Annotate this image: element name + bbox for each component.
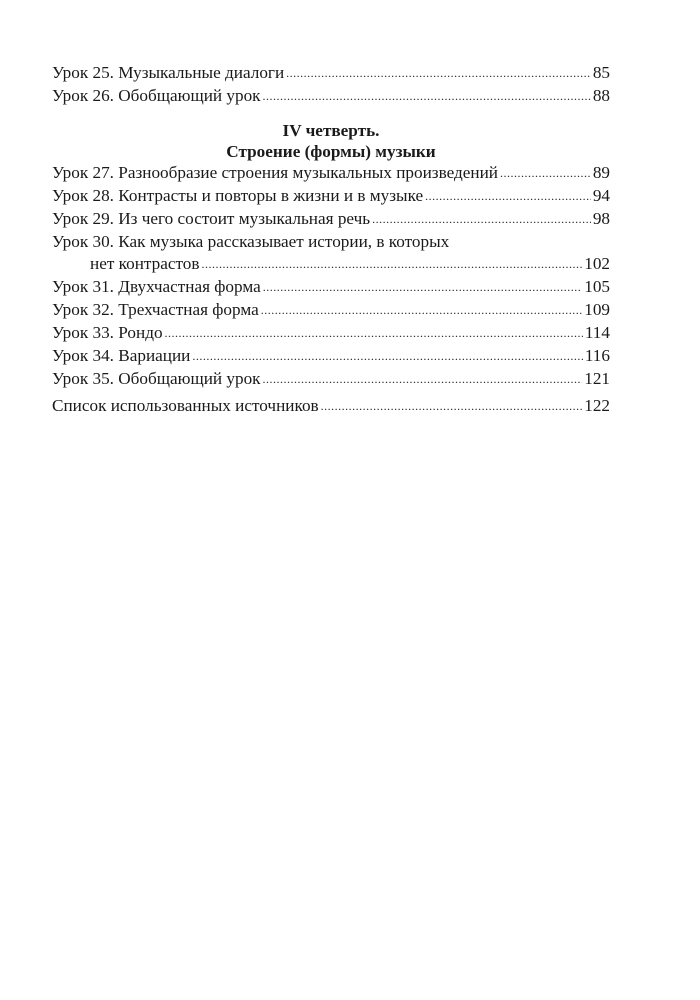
dot-leader [201, 253, 582, 275]
toc-entry-lesson-35[interactable] [52, 368, 610, 391]
toc-entry-page: 121 [584, 369, 610, 388]
toc-entry-title: Урок 33. Рондо [52, 323, 163, 342]
toc-entry-title: Урок 28. Контрасты и повторы в жизни и в музыке [52, 186, 424, 205]
toc-entry-page: 88 [592, 86, 610, 105]
toc-entry-page: 105 [584, 277, 610, 296]
section-header [52, 120, 610, 162]
toc-entry-lesson-33[interactable] [52, 322, 610, 345]
section-quarter-heading: IV четверть. [282, 121, 380, 140]
section-subtitle-heading: Строение (формы) музыки [226, 142, 436, 161]
toc-entry-page: 109 [584, 300, 610, 319]
toc-entry-lesson-29[interactable] [52, 208, 610, 231]
dot-leader [192, 345, 582, 367]
toc-entry-lesson-31[interactable] [52, 276, 610, 299]
toc-entry-title: Список использованных источников [52, 396, 319, 415]
toc-entry-title: Урок 29. Из чего состоит музыкальная речь [52, 209, 371, 228]
dot-leader [321, 395, 583, 417]
toc-entry-page: 89 [592, 163, 610, 182]
toc-entry-title: Урок 27. Разнообразие строения музыкальных произведений [52, 163, 498, 182]
table-of-contents [52, 62, 610, 418]
toc-entry-lesson-25[interactable] [52, 62, 610, 85]
toc-entry-title: Урок 32. Трехчастная форма [52, 300, 259, 319]
toc-entry-page: 114 [584, 323, 610, 342]
dot-leader [425, 185, 591, 207]
toc-entry-page: 94 [592, 186, 610, 205]
dot-leader [286, 62, 591, 84]
toc-entry-page: 122 [584, 396, 610, 415]
toc-entry-page: 85 [592, 63, 610, 82]
dot-leader [261, 299, 582, 321]
dot-leader [372, 208, 591, 230]
dot-leader [263, 368, 583, 390]
dot-leader [500, 162, 591, 184]
dot-leader [165, 322, 583, 344]
toc-entry-lesson-30[interactable] [52, 231, 610, 276]
toc-entry-title: Урок 35. Обобщающий урок [52, 369, 261, 388]
dot-leader [263, 276, 582, 298]
toc-entry-lesson-34[interactable] [52, 345, 610, 368]
toc-entry-lesson-28[interactable] [52, 185, 610, 208]
toc-entry-lesson-26[interactable] [52, 85, 610, 108]
dot-leader [263, 85, 591, 107]
toc-entry-lesson-27[interactable] [52, 162, 610, 185]
toc-entry-title: Урок 25. Музыкальные диалоги [52, 63, 285, 82]
toc-entry-title-line-1: Урок 30. Как музыка рассказывает истории, в которых [52, 232, 450, 251]
toc-entry-title: Урок 31. Двухчастная форма [52, 277, 261, 296]
toc-entry-title-line-2: нет контрастов [90, 254, 200, 273]
toc-entry-sources[interactable] [52, 395, 610, 418]
toc-entry-lesson-32[interactable] [52, 299, 610, 322]
toc-entry-page: 98 [592, 209, 610, 228]
toc-entry-page: 102 [584, 254, 610, 273]
toc-entry-page: 116 [584, 346, 610, 365]
toc-entry-continuation [52, 253, 610, 276]
toc-entry-title: Урок 34. Вариации [52, 346, 191, 365]
toc-entry-title: Урок 26. Обобщающий урок [52, 86, 261, 105]
